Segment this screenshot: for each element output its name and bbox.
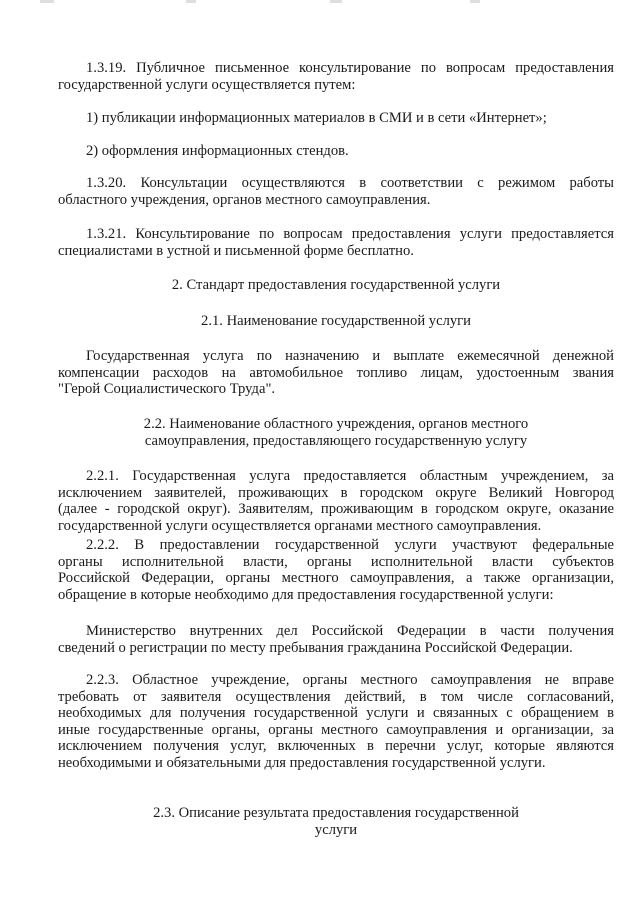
text-line: Министерство внутренних дел Российской Федерации в части получения	[86, 623, 614, 639]
heading-text: 2.1. Наименование государственной услуги	[201, 313, 471, 329]
text-line: необходимых для получения государственной услуги и связанных с обращением в	[58, 705, 614, 721]
section-heading-2-3	[58, 805, 614, 838]
list-item-2	[58, 143, 614, 160]
text-line: обращение в которые необходимо для предоставления государственной услуги:	[58, 586, 554, 603]
heading-text: услуги	[314, 821, 358, 838]
heading-text: 2. Стандарт предоставления государственной услуги	[171, 277, 501, 293]
paragraph-2-2-3	[58, 672, 614, 771]
paragraph-2-1	[58, 348, 614, 398]
section-heading-2-2	[58, 416, 614, 449]
paragraph-1-3-20	[58, 175, 614, 208]
text-line: 1) публикации информационных материалов в СМИ и в сети «Интернет»;	[86, 110, 547, 126]
text-line: (далее - городской округ). Заявителям, проживающим в городском округе, оказание	[58, 501, 614, 517]
text-line: Государственная услуга по назначению и выплате ежемесячной денежной	[86, 348, 614, 364]
text-line: 1.3.20. Консультации осуществляются в соответствии с режимом работы	[86, 175, 614, 191]
text-line: 2.2.3. Областное учреждение, органы местного самоуправления не вправе	[86, 672, 614, 688]
paragraph-1-3-21	[58, 226, 614, 259]
scan-artifact-top	[0, 0, 640, 8]
text-line: исключением заявителей, проживающих в городском округе Великий Новгород	[58, 484, 614, 501]
text-line: областного учреждения, органов местного самоуправления.	[58, 191, 431, 208]
text-line: компенсации расходов на автомобильное топливо лицам, удостоенным звания	[58, 364, 614, 381]
text-line: государственной услуги осуществляется органами местного самоуправления.	[58, 517, 542, 534]
paragraph-1-3-19	[58, 60, 614, 93]
text-line: иные государственные органы, органы местного самоуправления и организации, за	[58, 721, 614, 738]
text-line: исключением получения услуг, включенных в перечни услуг, которые являются	[58, 738, 614, 754]
text-line: специалистами в устной и письменной форме бесплатно.	[58, 242, 414, 259]
heading-text: самоуправления, предоставляющего государственную услугу	[144, 432, 528, 449]
text-line: 1.3.19. Публичное письменное консультирование по вопросам предоставления	[86, 60, 614, 76]
text-line: органы исполнительной власти, органы исполнительной власти субъектов	[58, 553, 614, 570]
paragraph-2-2-1	[58, 468, 614, 534]
text-line: сведений о регистрации по месту пребывания гражданина Российской Федерации.	[58, 639, 573, 656]
text-line: 1.3.21. Консультирование по вопросам предоставления услуги предоставляется	[86, 226, 614, 242]
text-line: 2) оформления информационных стендов.	[86, 143, 349, 159]
section-heading-2-1	[58, 313, 614, 330]
text-line: Российской Федерации, органы местного самоуправления, а также организации,	[58, 570, 614, 586]
text-line: государственной услуги осуществляется путем:	[58, 76, 356, 93]
text-line: "Герой Социалистического Труда".	[58, 381, 276, 397]
list-item-1	[58, 110, 614, 127]
text-line: необходимыми и обязательными для предоставления государственной услуги.	[58, 754, 546, 771]
text-line: 2.2.1. Государственная услуга предоставляется областным учреждением, за	[86, 468, 614, 484]
text-line: 2.2.2. В предоставлении государственной услуги участвуют федеральные	[86, 537, 614, 553]
heading-text: 2.2. Наименование областного учреждения, органов местного	[143, 416, 529, 432]
paragraph-ministry	[58, 623, 614, 656]
heading-text: 2.3. Описание результата предоставления государственной	[153, 805, 519, 821]
paragraph-2-2-2	[58, 537, 614, 603]
text-line: требовать от заявителя осуществления действий, в том числе согласований,	[58, 688, 614, 705]
section-heading-2	[58, 277, 614, 294]
